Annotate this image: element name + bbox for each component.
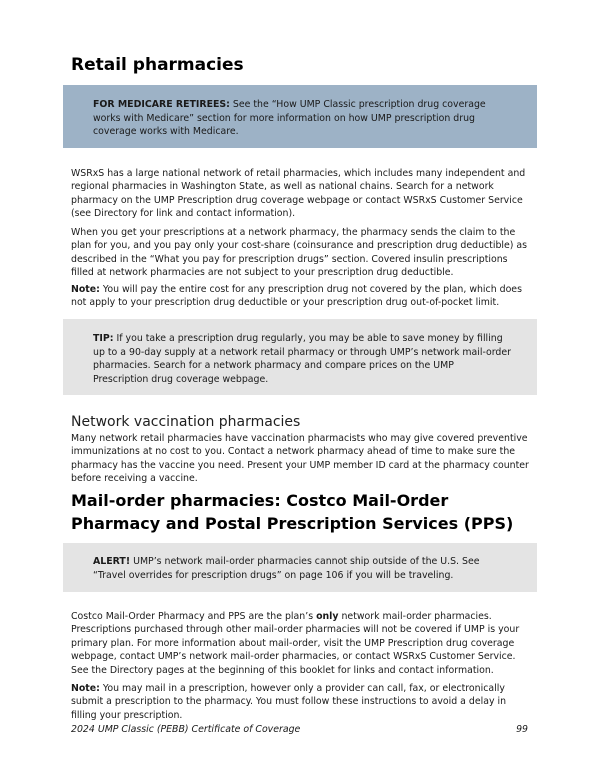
alert-callout-body: UMP’s network mail-order pharmacies cannot ship outside of the U.S. See “Travel overrides for prescription drugs” on page 106 if you will be traveling. [93,556,480,581]
retail-paragraph-1: WSRxS has a large national network of retail pharmacies, which includes many independent and regional pharmacies in Washington State, as well as national chains. Search for a network pharmacy on the UMP Prescription drug coverage webpage or contact WSRxS Customer Service (see Directory for link and contact information). [71,168,526,220]
alert-callout-label: ALERT! [93,556,131,567]
medicare-retirees-callout [63,85,537,148]
footer-document-title: 2024 UMP Classic (PEBB) Certificate of Coverage [71,724,301,735]
retail-note-label: Note: [71,284,100,295]
heading-mail-order-pharmacies: Mail-order pharmacies: Costco Mail-Order Pharmacy and Postal Prescription Services (PPS) [71,491,514,533]
vaccination-paragraph: Many network retail pharmacies have vaccination pharmacists who may give covered preventive immunizations at no cost to you. Contact a network pharmacy ahead of time to make sure the pharmacy has the vaccine you need. Present your UMP member ID card at the pharmacy counter before receiving a vaccine. [71,433,529,485]
retail-note-body: You will pay the entire cost for any prescription drug not covered by the plan, which does not apply to your prescription drug deductible or your prescription drug out-of-pocket limit. [71,284,522,309]
alert-callout [63,543,537,592]
tip-callout-text [93,332,511,386]
mail-order-paragraph [71,610,531,677]
retail-paragraph-2: When you get your prescriptions at a network pharmacy, the pharmacy sends the claim to the plan for you, and you pay only your cost-share (coinsurance and prescription drug deductible) as described in the “What you pay for prescription drugs” section. Covered insulin prescriptions filled at network pharmacies are not subject to your prescription drug deductible. [71,227,528,279]
footer-page-number: 99 [516,724,528,735]
tip-callout-body: If you take a prescription drug regularly, you may be able to save money by filling up to a 90-day supply at a network retail pharmacy or through UMP’s network mail-order pharmacies. Search for a network pharmacy and compare prices on the UMP Prescription drug coverage webpage. [93,333,512,385]
medicare-callout-body: See the “How UMP Classic prescription drug coverage works with Medicare” section for more information on how UMP prescription drug coverage works with Medicare. [93,99,486,137]
tip-callout-label: TIP: [93,333,114,344]
medicare-callout-text [93,98,511,139]
mail-order-text-after: network mail-order pharmacies. Prescriptions purchased through other mail-order pharmacies will not be covered if UMP is your primary plan. For more information about mail-order, visit the UMP Prescription drug coverage webpage, contact UMP’s network mail-order pharmacies, or contact WSRxS Customer Service. See the Directory pages at the beginning of this booklet for links and contact information. [71,611,520,676]
tip-callout [63,319,537,395]
mail-order-note-label: Note: [71,683,100,694]
mail-order-note [71,682,531,722]
medicare-callout-label: FOR MEDICARE RETIREES: [93,99,230,110]
retail-note [71,283,531,310]
heading-network-vaccination: Network vaccination pharmacies [71,414,301,430]
mail-order-only-emphasis: only [316,611,339,622]
heading-retail-pharmacies: Retail pharmacies [71,55,244,75]
alert-callout-text [93,555,511,582]
mail-order-text-before: Costco Mail-Order Pharmacy and PPS are the plan’s [71,611,317,622]
mail-order-note-body: You may mail in a prescription, however only a provider can call, fax, or electronically submit a prescription to the pharmacy. You must follow these instructions to avoid a delay in filling your prescription. [71,683,507,721]
